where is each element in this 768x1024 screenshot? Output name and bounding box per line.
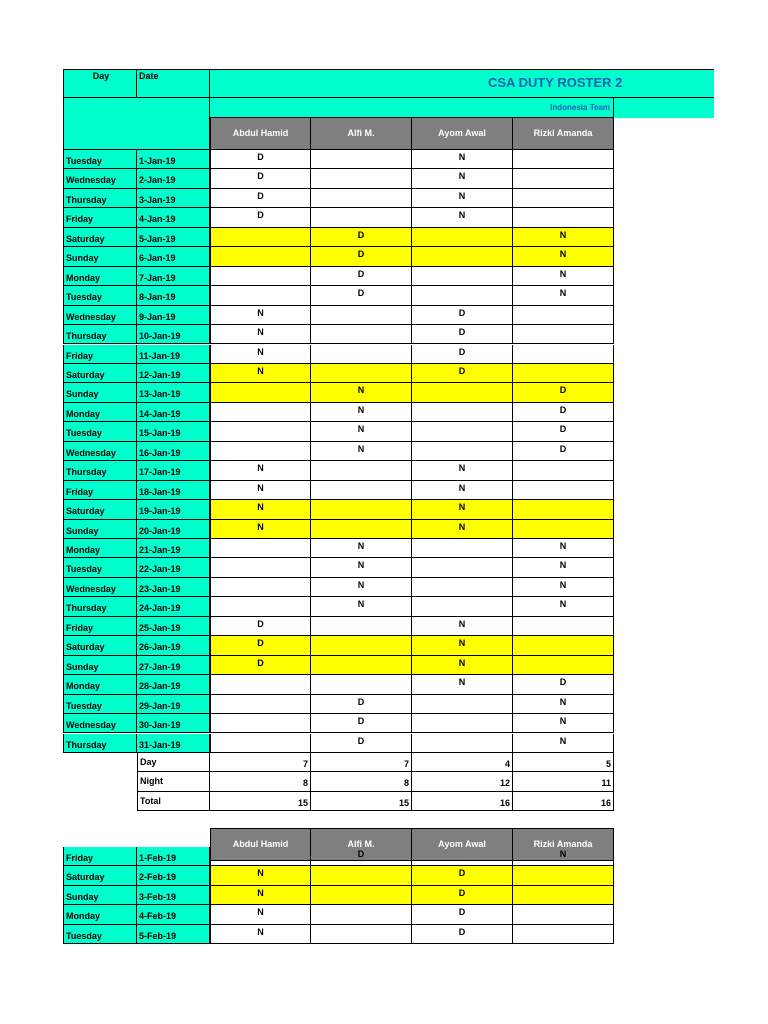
jan-shift-cell[interactable]: N [311,442,412,461]
totals-value-cell[interactable]: 16 [513,792,614,811]
jan-day-cell[interactable]: Thursday [63,597,137,616]
jan-shift-cell[interactable]: N [412,150,513,169]
jan-date-cell[interactable]: 24-Jan-19 [137,597,210,616]
feb-shift-cell[interactable]: N [513,847,614,866]
jan-shift-cell[interactable] [412,714,513,733]
feb-shift-cell[interactable]: N [210,925,311,944]
jan-day-cell[interactable]: Wednesday [63,578,137,597]
jan-shift-cell[interactable]: D [311,286,412,305]
jan-shift-cell[interactable] [412,383,513,402]
jan-day-cell[interactable]: Thursday [63,461,137,480]
feb-shift-cell[interactable]: N [210,886,311,905]
jan-day-cell[interactable]: Saturday [63,228,137,247]
jan-date-cell[interactable]: 21-Jan-19 [137,539,210,558]
jan-day-cell[interactable]: Tuesday [63,558,137,577]
jan-date-cell[interactable]: 18-Jan-19 [137,481,210,500]
jan-shift-cell[interactable] [513,461,614,480]
feb-shift-cell[interactable] [311,886,412,905]
jan-day-cell[interactable]: Sunday [63,383,137,402]
jan-shift-cell[interactable]: N [412,461,513,480]
totals-value-cell[interactable]: 4 [412,753,513,772]
roster-title: CSA DUTY ROSTER 2 [488,75,623,90]
day-header-label: Day [92,71,110,81]
jan-shift-cell[interactable]: D [513,675,614,694]
jan-shift-cell[interactable] [210,383,311,402]
jan-shift-cell[interactable]: N [210,500,311,519]
jan-shift-cell[interactable] [311,500,412,519]
jan-shift-cell[interactable]: D [311,695,412,714]
feb-shift-cell[interactable] [513,905,614,924]
jan-shift-cell[interactable] [412,695,513,714]
jan-shift-cell[interactable] [513,500,614,519]
jan-shift-cell[interactable] [311,461,412,480]
jan-shift-cell[interactable]: D [412,325,513,344]
feb-date-cell[interactable]: 3-Feb-19 [137,886,210,905]
jan-day-cell[interactable]: Wednesday [63,169,137,188]
jan-shift-cell[interactable] [210,539,311,558]
jan-shift-cell[interactable] [412,247,513,266]
jan-shift-cell[interactable] [311,481,412,500]
jan-shift-cell[interactable]: N [513,695,614,714]
jan-shift-cell[interactable]: D [311,714,412,733]
jan-shift-cell[interactable] [311,345,412,364]
jan-shift-cell[interactable] [513,345,614,364]
jan-date-cell[interactable]: 22-Jan-19 [137,558,210,577]
jan-shift-cell[interactable]: N [210,364,311,383]
feb-shift-cell[interactable] [311,905,412,924]
feb-shift-cell[interactable] [412,847,513,866]
totals-value-cell[interactable]: 8 [311,772,412,791]
jan-date-cell[interactable]: 3-Jan-19 [137,189,210,208]
feb-shift-cell[interactable] [311,925,412,944]
jan-shift-cell[interactable]: D [311,734,412,753]
jan-shift-cell[interactable] [311,208,412,227]
feb-shift-cell[interactable] [210,847,311,866]
staff-header-2[interactable]: Alfi M. [311,117,412,150]
jan-shift-cell[interactable]: N [412,520,513,539]
jan-shift-cell[interactable]: N [412,169,513,188]
jan-shift-cell[interactable] [210,267,311,286]
jan-day-cell[interactable]: Friday [63,208,137,227]
jan-shift-cell[interactable]: N [412,481,513,500]
feb-day-cell[interactable]: Saturday [63,866,137,885]
totals-value-cell[interactable]: 7 [311,753,412,772]
jan-shift-cell[interactable] [311,656,412,675]
jan-date-cell[interactable]: 7-Jan-19 [137,267,210,286]
jan-date-cell[interactable]: 6-Jan-19 [137,247,210,266]
jan-shift-cell[interactable] [513,208,614,227]
jan-day-cell[interactable]: Saturday [63,364,137,383]
jan-shift-cell[interactable]: N [311,558,412,577]
jan-shift-cell[interactable] [210,442,311,461]
feb-day-cell[interactable]: Tuesday [63,925,137,944]
feb-shift-cell[interactable]: D [412,925,513,944]
jan-shift-cell[interactable] [210,403,311,422]
jan-shift-cell[interactable] [210,734,311,753]
totals-value-cell[interactable]: 5 [513,753,614,772]
jan-date-cell[interactable]: 31-Jan-19 [137,734,210,753]
jan-shift-cell[interactable]: N [513,539,614,558]
jan-shift-cell[interactable] [311,306,412,325]
jan-shift-cell[interactable] [311,169,412,188]
jan-shift-cell[interactable]: N [210,481,311,500]
feb-shift-cell[interactable] [513,925,614,944]
jan-shift-cell[interactable]: D [210,208,311,227]
jan-day-cell[interactable]: Thursday [63,734,137,753]
feb-shift-cell[interactable]: D [412,886,513,905]
jan-shift-cell[interactable]: N [311,403,412,422]
jan-date-cell[interactable]: 27-Jan-19 [137,656,210,675]
jan-shift-cell[interactable]: N [513,578,614,597]
jan-shift-cell[interactable]: N [412,617,513,636]
jan-shift-cell[interactable] [412,597,513,616]
jan-shift-cell[interactable]: N [513,228,614,247]
feb-staff-header-1[interactable]: Abdul Hamid [210,828,311,861]
feb-date-cell[interactable]: 2-Feb-19 [137,866,210,885]
jan-date-cell[interactable]: 17-Jan-19 [137,461,210,480]
jan-shift-cell[interactable]: N [513,286,614,305]
jan-date-cell[interactable]: 20-Jan-19 [137,520,210,539]
jan-shift-cell[interactable] [412,286,513,305]
jan-day-cell[interactable]: Wednesday [63,442,137,461]
jan-date-cell[interactable]: 12-Jan-19 [137,364,210,383]
jan-date-cell[interactable]: 2-Jan-19 [137,169,210,188]
jan-shift-cell[interactable]: N [311,597,412,616]
jan-shift-cell[interactable] [210,558,311,577]
jan-shift-cell[interactable]: N [513,247,614,266]
staff-header-1[interactable]: Abdul Hamid [210,117,311,150]
jan-shift-cell[interactable]: N [412,656,513,675]
jan-date-cell[interactable]: 5-Jan-19 [137,228,210,247]
feb-day-cell[interactable]: Monday [63,905,137,924]
jan-shift-cell[interactable]: N [210,520,311,539]
jan-shift-cell[interactable] [513,306,614,325]
jan-shift-cell[interactable]: D [210,636,311,655]
jan-shift-cell[interactable] [412,558,513,577]
jan-shift-cell[interactable]: D [513,383,614,402]
jan-shift-cell[interactable] [513,325,614,344]
jan-shift-cell[interactable] [513,189,614,208]
feb-day-cell[interactable]: Sunday [63,886,137,905]
jan-shift-cell[interactable]: D [412,345,513,364]
jan-shift-cell[interactable] [513,169,614,188]
jan-shift-cell[interactable]: N [210,325,311,344]
jan-shift-cell[interactable]: N [311,422,412,441]
jan-date-cell[interactable]: 9-Jan-19 [137,306,210,325]
jan-day-cell[interactable]: Tuesday [63,422,137,441]
jan-shift-cell[interactable] [210,422,311,441]
jan-date-cell[interactable]: 8-Jan-19 [137,286,210,305]
jan-day-cell[interactable]: Monday [63,675,137,694]
jan-shift-cell[interactable]: D [513,422,614,441]
totals-value-cell[interactable]: 7 [210,753,311,772]
jan-day-cell[interactable]: Friday [63,481,137,500]
totals-label-cell[interactable]: Day [137,753,210,772]
jan-shift-cell[interactable] [412,734,513,753]
jan-day-cell[interactable]: Tuesday [63,150,137,169]
feb-date-cell[interactable]: 1-Feb-19 [137,847,210,866]
staff-header-3[interactable]: Ayom Awal [412,117,513,150]
jan-shift-cell[interactable] [513,520,614,539]
jan-day-cell[interactable]: Thursday [63,189,137,208]
feb-shift-cell[interactable]: D [311,847,412,866]
jan-shift-cell[interactable]: D [311,247,412,266]
jan-day-cell[interactable]: Sunday [63,520,137,539]
totals-value-cell[interactable]: 12 [412,772,513,791]
day-header-cell[interactable] [63,69,137,98]
jan-shift-cell[interactable]: N [210,345,311,364]
jan-day-cell[interactable]: Tuesday [63,286,137,305]
jan-date-cell[interactable]: 23-Jan-19 [137,578,210,597]
jan-day-cell[interactable]: Friday [63,345,137,364]
jan-shift-cell[interactable]: N [513,597,614,616]
jan-shift-cell[interactable] [311,636,412,655]
date-header-cell[interactable] [137,69,210,98]
jan-shift-cell[interactable] [412,539,513,558]
jan-day-cell[interactable]: Monday [63,403,137,422]
totals-label-cell[interactable]: Night [137,772,210,791]
jan-shift-cell[interactable]: D [412,306,513,325]
jan-shift-cell[interactable] [412,442,513,461]
jan-shift-cell[interactable] [210,714,311,733]
jan-day-cell[interactable]: Sunday [63,656,137,675]
jan-date-cell[interactable]: 4-Jan-19 [137,208,210,227]
feb-shift-cell[interactable]: D [412,866,513,885]
jan-shift-cell[interactable]: D [513,442,614,461]
jan-shift-cell[interactable] [412,267,513,286]
feb-shift-cell[interactable] [311,866,412,885]
jan-shift-cell[interactable] [210,286,311,305]
jan-shift-cell[interactable] [210,597,311,616]
jan-shift-cell[interactable]: N [513,558,614,577]
jan-date-cell[interactable]: 19-Jan-19 [137,500,210,519]
feb-shift-cell[interactable]: N [210,866,311,885]
feb-staff-header-4[interactable]: Rizki Amanda [513,828,614,861]
jan-date-cell[interactable]: 30-Jan-19 [137,714,210,733]
jan-shift-cell[interactable]: D [311,228,412,247]
jan-shift-cell[interactable] [513,364,614,383]
jan-day-cell[interactable]: Monday [63,267,137,286]
feb-staff-header-3[interactable]: Ayom Awal [412,828,513,861]
jan-shift-cell[interactable]: D [513,403,614,422]
jan-shift-cell[interactable]: D [210,169,311,188]
jan-shift-cell[interactable] [210,695,311,714]
totals-label-cell[interactable]: Total [137,792,210,811]
jan-shift-cell[interactable] [412,422,513,441]
jan-day-cell[interactable]: Wednesday [63,306,137,325]
jan-day-cell[interactable]: Friday [63,617,137,636]
jan-shift-cell[interactable] [513,656,614,675]
jan-date-cell[interactable]: 1-Jan-19 [137,150,210,169]
jan-shift-cell[interactable]: N [412,636,513,655]
totals-value-cell[interactable]: 8 [210,772,311,791]
jan-shift-cell[interactable]: N [311,383,412,402]
jan-shift-cell[interactable]: N [311,539,412,558]
totals-value-cell[interactable]: 15 [210,792,311,811]
title-cell[interactable] [210,69,714,98]
feb-shift-cell[interactable]: D [412,905,513,924]
feb-day-cell[interactable]: Friday [63,847,137,866]
jan-shift-cell[interactable]: D [210,189,311,208]
feb-shift-cell[interactable] [513,866,614,885]
jan-shift-cell[interactable]: N [412,675,513,694]
header-blank-cell[interactable] [63,98,210,150]
jan-shift-cell[interactable]: D [210,150,311,169]
jan-shift-cell[interactable] [513,150,614,169]
feb-staff-header-2[interactable]: Alfi M. [311,828,412,861]
jan-shift-cell[interactable] [311,150,412,169]
jan-shift-cell[interactable] [513,617,614,636]
jan-shift-cell[interactable] [311,675,412,694]
jan-date-cell[interactable]: 28-Jan-19 [137,675,210,694]
jan-shift-cell[interactable]: N [412,500,513,519]
date-header-label: Date [139,71,159,81]
feb-shift-cell[interactable]: N [210,905,311,924]
jan-shift-cell[interactable]: D [210,617,311,636]
jan-shift-cell[interactable] [412,403,513,422]
jan-shift-cell[interactable] [311,325,412,344]
jan-date-cell[interactable]: 16-Jan-19 [137,442,210,461]
jan-shift-cell[interactable]: N [412,189,513,208]
jan-shift-cell[interactable] [210,247,311,266]
jan-day-cell[interactable]: Tuesday [63,695,137,714]
totals-value-cell[interactable]: 16 [412,792,513,811]
jan-day-cell[interactable]: Monday [63,539,137,558]
jan-shift-cell[interactable]: N [513,267,614,286]
feb-date-cell[interactable]: 4-Feb-19 [137,905,210,924]
jan-shift-cell[interactable]: N [412,208,513,227]
totals-value-cell[interactable]: 11 [513,772,614,791]
jan-date-cell[interactable]: 13-Jan-19 [137,383,210,402]
jan-date-cell[interactable]: 10-Jan-19 [137,325,210,344]
team-subtitle: Indonesia Team [550,103,610,112]
jan-day-cell[interactable]: Thursday [63,325,137,344]
jan-shift-cell[interactable] [311,617,412,636]
totals-value-cell[interactable]: 15 [311,792,412,811]
jan-shift-cell[interactable] [412,228,513,247]
jan-date-cell[interactable]: 15-Jan-19 [137,422,210,441]
jan-shift-cell[interactable] [513,481,614,500]
jan-shift-cell[interactable]: N [513,734,614,753]
jan-shift-cell[interactable]: N [513,714,614,733]
jan-shift-cell[interactable]: N [311,578,412,597]
jan-date-cell[interactable]: 25-Jan-19 [137,617,210,636]
title-overflow-cell [614,98,714,118]
jan-date-cell[interactable]: 26-Jan-19 [137,636,210,655]
jan-shift-cell[interactable]: N [210,306,311,325]
jan-day-cell[interactable]: Saturday [63,636,137,655]
jan-shift-cell[interactable] [311,520,412,539]
staff-header-4[interactable]: Rizki Amanda [513,117,614,150]
jan-shift-cell[interactable] [311,364,412,383]
jan-shift-cell[interactable]: N [210,461,311,480]
jan-day-cell[interactable]: Wednesday [63,714,137,733]
jan-shift-cell[interactable] [210,578,311,597]
feb-shift-cell[interactable] [513,886,614,905]
jan-shift-cell[interactable] [412,578,513,597]
jan-date-cell[interactable]: 29-Jan-19 [137,695,210,714]
feb-date-cell[interactable]: 5-Feb-19 [137,925,210,944]
jan-shift-cell[interactable] [311,189,412,208]
jan-shift-cell[interactable]: D [210,656,311,675]
jan-date-cell[interactable]: 11-Jan-19 [137,345,210,364]
jan-shift-cell[interactable] [210,675,311,694]
jan-shift-cell[interactable] [513,636,614,655]
jan-shift-cell[interactable] [210,228,311,247]
jan-day-cell[interactable]: Saturday [63,500,137,519]
jan-shift-cell[interactable]: D [311,267,412,286]
subtitle-cell[interactable] [210,98,614,118]
jan-shift-cell[interactable]: D [412,364,513,383]
jan-date-cell[interactable]: 14-Jan-19 [137,403,210,422]
jan-day-cell[interactable]: Sunday [63,247,137,266]
